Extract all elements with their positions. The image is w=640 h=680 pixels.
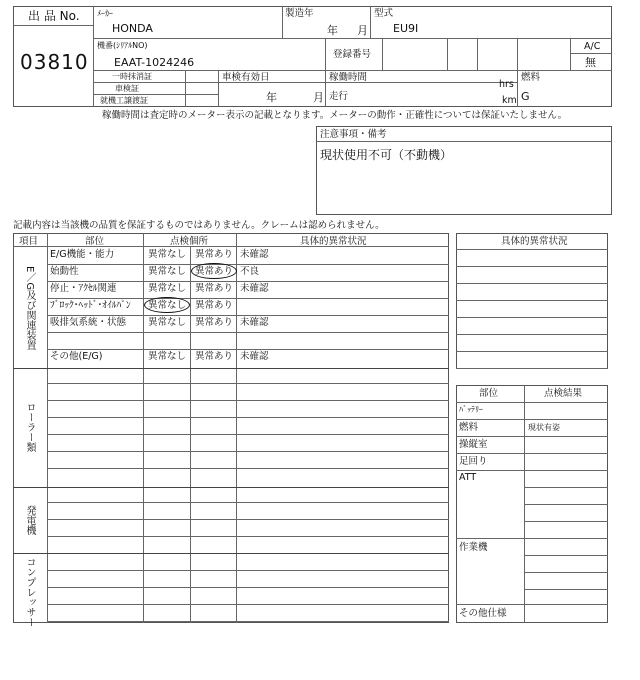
row-ng-label: 異常あり <box>195 283 234 294</box>
model-label: 型式 <box>374 8 394 19</box>
group-compressor-label: コンプレッサー <box>24 557 35 627</box>
results-att: ATT <box>459 472 477 483</box>
reg-label: 登録番号 <box>333 49 372 60</box>
grid-line <box>47 434 449 435</box>
grid-line <box>47 451 449 452</box>
results-undercarriage: 足回り <box>459 456 488 467</box>
row-ok-label: 異常なし <box>148 351 187 362</box>
group-generator-label: 発電機 <box>24 505 35 535</box>
model-value: EU9I <box>393 22 419 35</box>
detail-table <box>456 233 608 369</box>
maker-label: ﾒｰｶｰ <box>97 9 113 18</box>
remarks-label: 注意事項・備考 <box>320 129 387 140</box>
grid-line <box>47 349 449 350</box>
lot-label: 出 品 No. <box>28 9 80 23</box>
grid-line <box>524 555 608 556</box>
grid-line <box>456 283 608 284</box>
grid-line <box>524 504 608 505</box>
grid-line <box>47 417 449 418</box>
grid-line <box>47 570 449 571</box>
grid-line <box>524 589 608 590</box>
grid-line <box>47 536 449 537</box>
ac-value: 無 <box>585 56 596 69</box>
row-ng-label: 異常あり <box>195 300 234 311</box>
grid-line <box>47 281 449 282</box>
vehicle-cert-label: 車検証 <box>115 84 139 93</box>
grid-line <box>456 266 608 267</box>
grid-line <box>456 249 608 250</box>
row-status: 未確認 <box>240 351 269 362</box>
hours-label: 稼働時間 <box>329 72 368 83</box>
results-fuel-result: 現状有姿 <box>528 423 560 432</box>
year-label: 製造年 <box>285 8 314 19</box>
results-fuel: 燃料 <box>459 422 479 433</box>
temp-permit-label: 一時抹消証 <box>112 72 152 81</box>
grid-line <box>456 604 608 605</box>
grid-line <box>47 621 449 622</box>
grid-line <box>47 502 449 503</box>
grid-line <box>456 419 608 420</box>
grid-line <box>456 436 608 437</box>
row-part: E/G機能・能力 <box>50 249 115 260</box>
col-header-detail: 具体的異常状況 <box>300 236 367 247</box>
grid-line <box>456 368 608 369</box>
row-status: 未確認 <box>240 249 269 260</box>
row-status: 不良 <box>240 266 260 277</box>
row-ok-label: 異常なし <box>148 283 187 294</box>
row-ng-label: 異常あり <box>195 351 234 362</box>
row-ok-label: 異常なし <box>148 249 187 260</box>
inspection-year-unit: 年 <box>266 91 277 104</box>
grid-line <box>524 538 608 539</box>
grid-line <box>524 572 608 573</box>
serial-label: 機番(ｼﾘｱﾙNO) <box>97 41 148 50</box>
grid-line <box>456 402 608 403</box>
grid-line <box>456 334 608 335</box>
grid-line <box>524 487 608 488</box>
grid-line <box>47 400 449 401</box>
grid-line <box>47 468 449 469</box>
row-status: 未確認 <box>240 317 269 328</box>
grid-line <box>456 470 608 471</box>
fuel-value: G <box>521 90 530 103</box>
grid-line <box>456 351 608 352</box>
grid-line <box>456 317 608 318</box>
travel-label: 走行 <box>329 91 349 102</box>
row-part: 始動性 <box>50 266 79 277</box>
detail-table-header: 具体的異常状況 <box>501 236 568 247</box>
results-header-part: 部位 <box>479 388 499 399</box>
grid-line <box>47 519 449 520</box>
row-ng-label: 異常あり <box>195 317 234 328</box>
grid-line <box>47 264 449 265</box>
maker-value: HONDA <box>112 22 153 35</box>
grid-line <box>47 332 449 333</box>
row-ok-label: 異常なし <box>148 317 187 328</box>
col-header-part: 部位 <box>85 236 105 247</box>
row-ng-label: 異常あり <box>195 249 234 260</box>
grid-line <box>47 604 449 605</box>
remarks-text: 現状使用不可（不動機） <box>320 148 453 162</box>
row-status: 未確認 <box>240 283 269 294</box>
month-unit: 月 <box>357 24 368 37</box>
travel-unit: km <box>502 95 517 106</box>
year-unit: 年 <box>327 24 338 37</box>
row-part: 停止・ｱｸｾﾙ関連 <box>50 283 117 294</box>
grid-line <box>47 315 449 316</box>
inspection-label: 車検有効日 <box>222 72 270 83</box>
grid-line <box>47 383 449 384</box>
grid-line <box>456 300 608 301</box>
row-ng-label: 異常あり <box>195 266 234 277</box>
circle-mark <box>191 263 237 279</box>
circle-mark <box>144 297 190 313</box>
ac-label: A/C <box>584 41 601 52</box>
results-battery: ﾊﾞｯﾃﾘｰ <box>459 405 483 414</box>
serial-value: EAAT-1024246 <box>114 56 195 69</box>
grid-line <box>456 538 524 539</box>
results-work-machine: 作業機 <box>459 542 488 553</box>
grid-line <box>456 453 608 454</box>
inspection-month-unit: 月 <box>313 91 324 104</box>
grid-line <box>524 521 608 522</box>
disclaimer: 記載内容は当該機の品質を保証するものではありません。クレームは認められません。 <box>13 220 385 231</box>
grid-line <box>47 587 449 588</box>
results-other: その他仕様 <box>459 608 507 619</box>
results-cabin: 操縦室 <box>459 439 488 450</box>
lot-number: 03810 <box>20 50 89 74</box>
transfer-cert-label: 就機工譲渡証 <box>100 96 148 105</box>
row-ok-label: 異常なし <box>148 266 187 277</box>
results-header-result: 点検結果 <box>544 388 583 399</box>
row-part: その他(E/G) <box>50 351 103 362</box>
row-part: ﾌﾞﾛｯｸ･ﾍｯﾄﾞ･ｵｲﾙﾊﾟﾝ <box>50 300 131 311</box>
hours-unit: hrs <box>499 79 514 90</box>
row-part: 吸排気系統・状態 <box>50 317 127 328</box>
fuel-label: 燃料 <box>521 72 541 83</box>
group-roller-label: ローラー類 <box>24 402 35 452</box>
hours-notice: 稼働時間は査定時のメーター表示の記載となります。メーターの動作・正確性については保証いたしません。 <box>102 110 568 121</box>
col-header-check: 点検個所 <box>170 236 209 247</box>
col-header-item: 項目 <box>19 236 39 247</box>
grid-line <box>47 298 449 299</box>
row-ok-label: 異常なし <box>148 300 187 311</box>
group-engine-label: E／G及び関連装置 <box>24 266 35 351</box>
